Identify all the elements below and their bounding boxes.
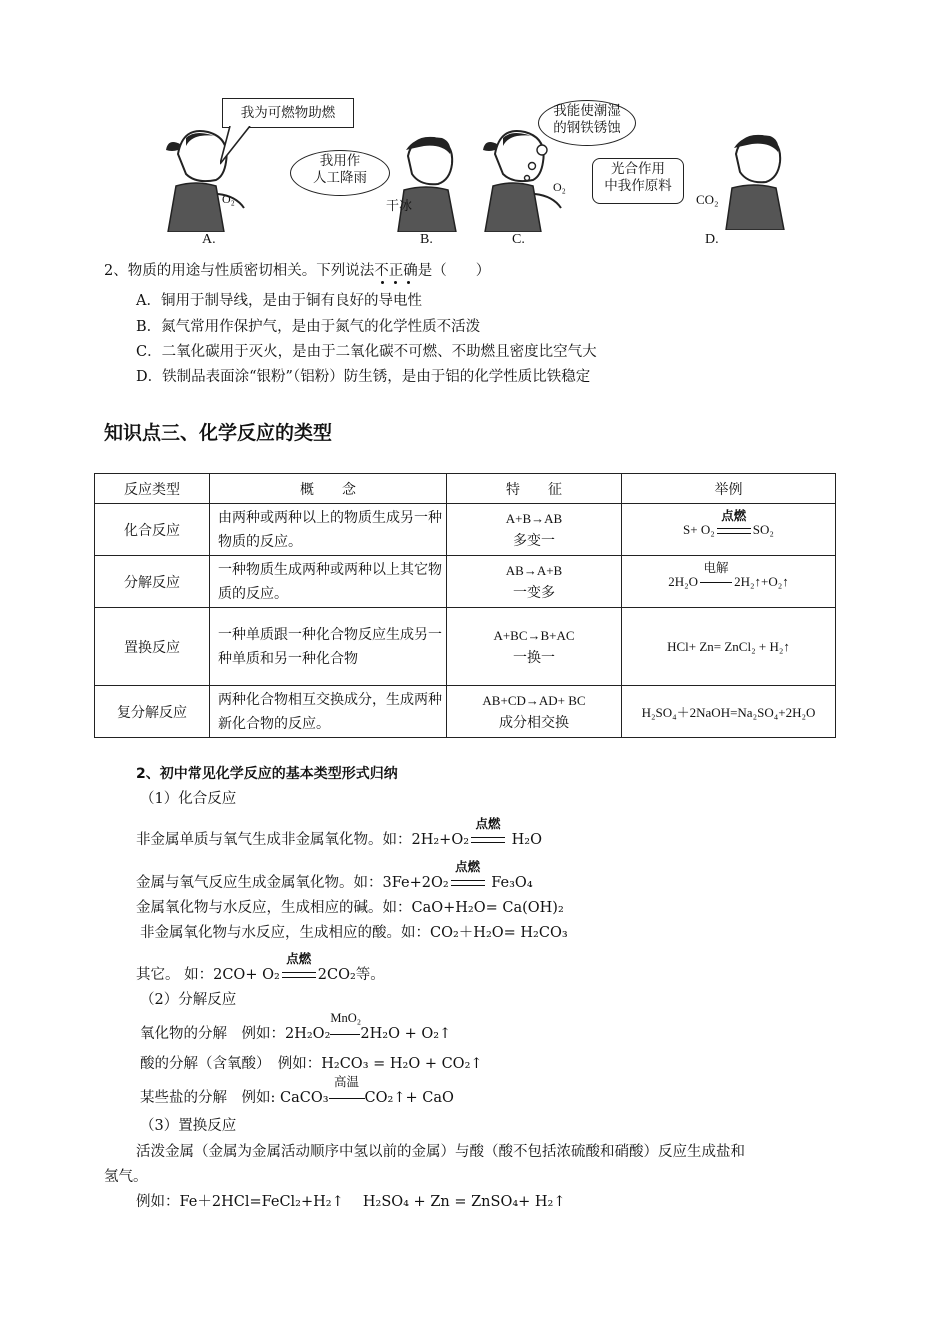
option-c-label: C. xyxy=(512,232,525,247)
row-type: 复分解反应 xyxy=(95,686,210,738)
row-concept: 两种化合物相互交换成分，生成两种新化合物的反应。 xyxy=(210,686,447,738)
row-feature: AB→A+B 一变多 xyxy=(447,556,622,608)
label-d: CO₂ xyxy=(696,192,719,207)
row-concept: 由两种或两种以上的物质生成另一种物质的反应。 xyxy=(210,504,447,556)
decomposition-line-3: 某些盐的分解 例如: CaCO₃ 高温 CO₂↑+ CaO xyxy=(140,1074,454,1106)
row-feature: A+BC→B+AC 一换一 xyxy=(447,608,622,686)
row-concept: 一种物质生成两种或两种以上其它物质的反应。 xyxy=(210,556,447,608)
option-d: D．铁制品表面涂“银粉”（铝粉）防生锈，是由于铝的化学性质比铁稳定 xyxy=(136,369,591,385)
heading-decomposition: （2）分解反应 xyxy=(140,992,237,1008)
row-feature: AB+CD→AD+ BC 成分相交换 xyxy=(447,686,622,738)
row-example: H₂SO₄＋2NaOH=Na₂SO₄+2H₂O xyxy=(622,686,836,738)
section-title: 知识点三、化学反应的类型 xyxy=(104,422,333,444)
label-a: O₂ xyxy=(222,192,235,206)
header-feature: 特 征 xyxy=(447,474,622,504)
row-example: HCl+ Zn= ZnCl₂ + H₂↑ xyxy=(622,608,836,686)
combination-line-4: 非金属氧化物与水反应，生成相应的酸。如：CO₂＋H₂O= H₂CO₃ xyxy=(140,925,568,941)
row-type: 化合反应 xyxy=(95,504,210,556)
bubble-a: 我为可燃物助燃 xyxy=(222,98,354,128)
label-c: O₂ xyxy=(553,180,566,194)
reaction-type-table xyxy=(94,473,836,738)
bubble-tail-icon xyxy=(220,126,260,166)
thought-dots-icon xyxy=(522,144,552,184)
bubble-d: 光合作用 中我作原料 xyxy=(592,158,684,204)
cartoon-illustration xyxy=(150,92,810,252)
bubble-b: 我用作 人工降雨 xyxy=(290,150,390,196)
option-b-label: B. xyxy=(420,232,433,247)
combination-line-2: 金属与氧气反应生成金属氧化物。如：3Fe+2O₂ 点燃 Fe₃O₄ xyxy=(136,859,533,891)
combination-line-5: 其它。 如：2CO+ O₂ 点燃 2CO₂等。 xyxy=(136,951,385,983)
row-concept: 一种单质跟一种化合物反应生成另一种单质和另一种化合物 xyxy=(210,608,447,686)
heading-displacement: （3）置换反应 xyxy=(140,1118,237,1134)
label-b: 干冰 xyxy=(386,199,413,214)
row-example: 2H₂O 电解 2H₂↑+O₂↑ xyxy=(622,556,836,608)
subsection-title: 2、初中常见化学反应的基本类型形式归纳 xyxy=(136,766,398,782)
bubble-c: 我能使潮湿 的钢铁锈蚀 xyxy=(538,100,636,146)
row-type: 分解反应 xyxy=(95,556,210,608)
table-row xyxy=(95,556,836,608)
table-row xyxy=(95,686,836,738)
combination-line-3: 金属氧化物与水反应，生成相应的碱。如：CaO+H₂O= Ca(OH)₂ xyxy=(136,900,564,916)
table-header-row xyxy=(95,474,836,504)
table-row xyxy=(95,608,836,686)
boy-figure-d xyxy=(718,130,798,230)
displacement-paragraph: 活泼金属（金属为金属活动顺序中氢以前的金属）与酸（酸不包括浓硫酸和硝酸）反应生成盐和 xyxy=(136,1144,745,1160)
option-c: C．二氧化碳用于灭火，是由于二氧化碳不可燃、不助燃且密度比空气大 xyxy=(136,344,597,360)
decomposition-line-2: 酸的分解（含氧酸） 例如：H₂CO₃ = H₂O + CO₂↑ xyxy=(140,1056,483,1072)
decomposition-line-1: 氧化物的分解 例如：2H₂O₂ MnO₂ 2H₂O + O₂↑ xyxy=(140,1011,452,1042)
header-concept: 概 念 xyxy=(210,474,447,504)
row-type: 置换反应 xyxy=(95,608,210,686)
displacement-paragraph-cont: 氢气。 xyxy=(104,1169,148,1185)
combination-line-1: 非金属单质与氧气生成非金属氧化物。如：2H₂+O₂ 点燃 H₂O xyxy=(136,816,542,848)
row-feature: A+B→AB 多变一 xyxy=(447,504,622,556)
question-stem: 2、物质的用途与性质密切相关。下列说法不正确是（ ） xyxy=(104,263,491,279)
option-a: A．铜用于制导线，是由于铜有良好的导电性 xyxy=(136,293,422,309)
option-a-label: A. xyxy=(202,232,216,247)
option-d-label: D. xyxy=(705,232,719,247)
emphasis-dots xyxy=(381,281,451,284)
heading-combination: （1）化合反应 xyxy=(140,791,237,807)
displacement-example: 例如：Fe＋2HCl=FeCl₂+H₂↑ H₂SO₄ + Zn = ZnSO₄+ H₂↑ xyxy=(136,1194,566,1210)
row-example: S+ O₂ 点燃 SO₂ xyxy=(622,504,836,556)
option-b: B．氮气常用作保护气，是由于氮气的化学性质不活泼 xyxy=(136,319,481,335)
table-row xyxy=(95,504,836,556)
header-example: 举例 xyxy=(622,474,836,504)
header-type: 反应类型 xyxy=(95,474,210,504)
boy-figure-b xyxy=(390,132,470,232)
